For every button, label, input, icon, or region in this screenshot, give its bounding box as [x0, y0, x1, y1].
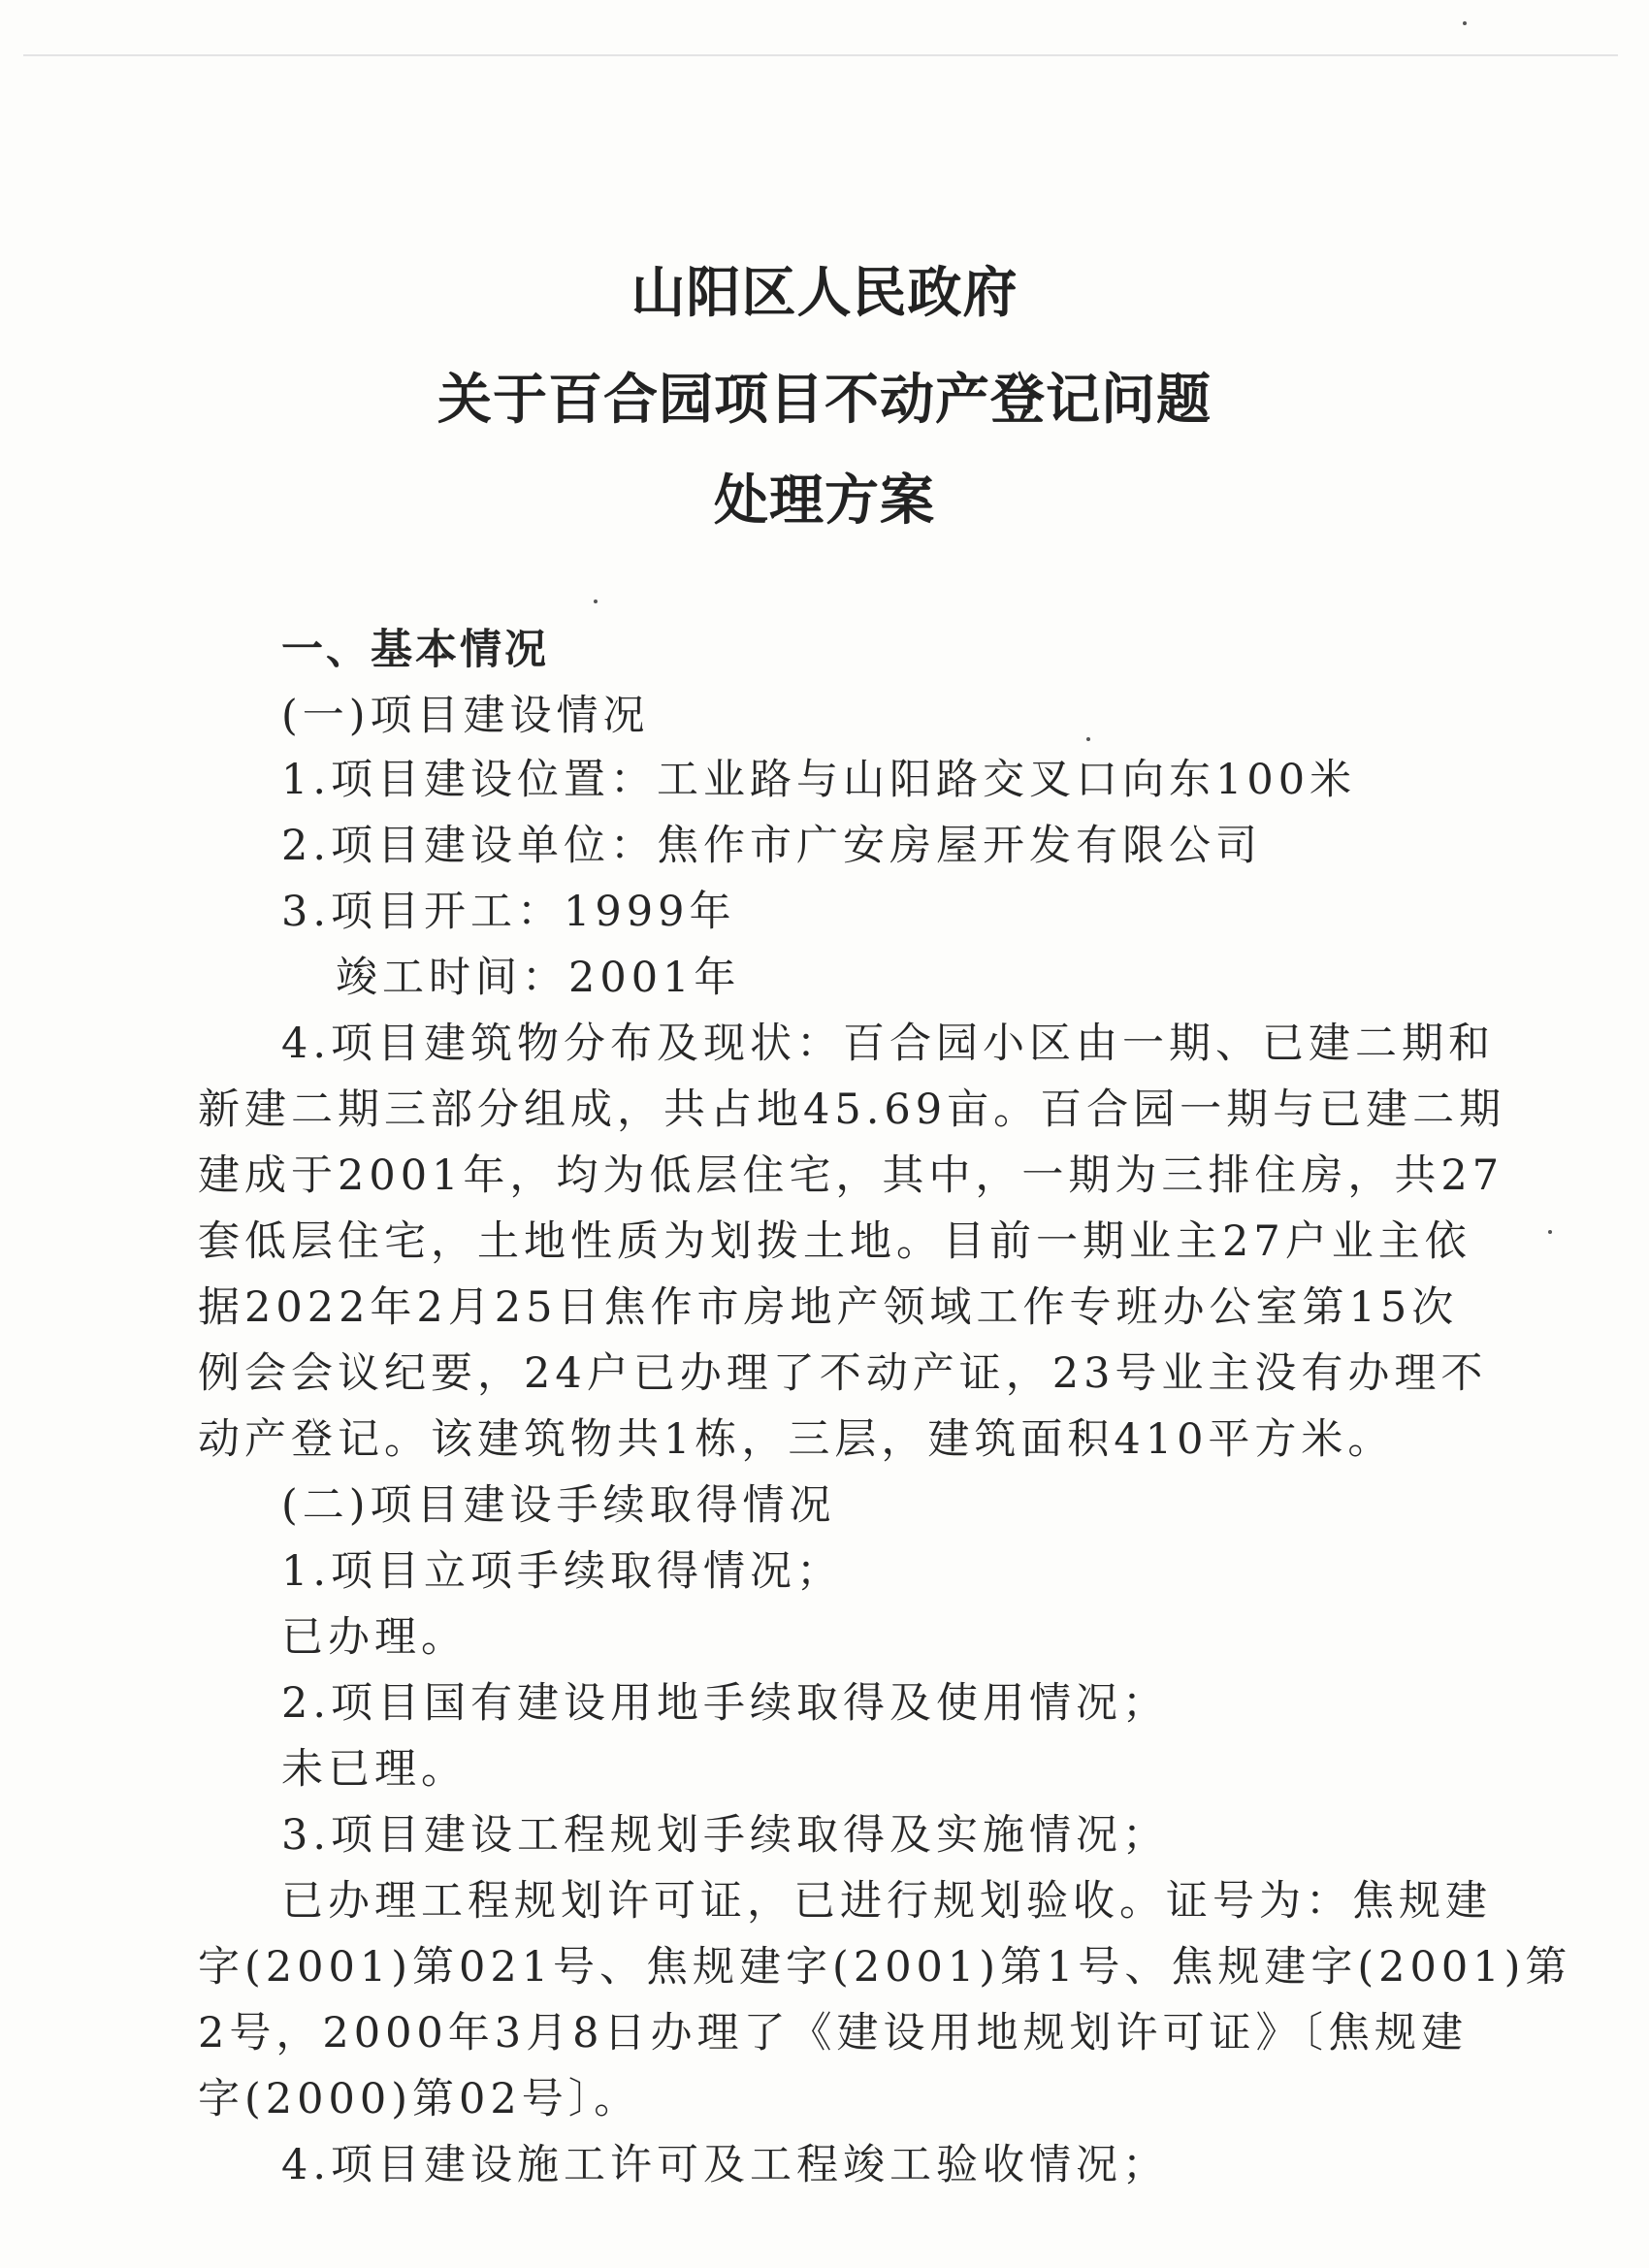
- subsection-heading-construction: (一)项目建设情况: [281, 692, 650, 740]
- item4-line-4: 套低层住宅，土地性质为划拨土地。目前一期业主27户业主依: [198, 1217, 1471, 1266]
- item-completion-date: 竣工时间：2001年: [336, 954, 741, 1002]
- procedure-3-line-1: 已办理工程规划许可证，已进行规划验收。证号为：焦规建: [281, 1877, 1492, 1926]
- item-location: 1.项目建设位置：工业路与山阳路交叉口向东100米: [281, 756, 1357, 804]
- scan-speck: [1548, 1230, 1552, 1234]
- item4-line-7: 动产登记。该建筑物共1栋，三层，建筑面积410平方米。: [198, 1415, 1395, 1464]
- item-builder: 2.项目建设单位：焦作市广安房屋开发有限公司: [281, 822, 1263, 870]
- procedure-1-status: 已办理。: [281, 1613, 468, 1662]
- procedure-4: 4.项目建设施工许可及工程竣工验收情况；: [281, 2141, 1170, 2189]
- item4-line-5: 据2022年2月25日焦作市房地产领域工作专班办公室第15次: [198, 1283, 1459, 1332]
- procedure-3-line-4: 字(2000)第02号〕。: [198, 2075, 641, 2123]
- scan-edge-line: [23, 54, 1618, 56]
- item4-line-2: 新建二期三部分组成，共占地45.69亩。百合园一期与已建二期: [198, 1085, 1506, 1134]
- scan-speck: [1463, 21, 1467, 25]
- scan-speck: [1086, 737, 1090, 741]
- section-heading-basic: 一、基本情况: [281, 626, 549, 674]
- title-line-1: 山阳区人民政府: [630, 262, 1018, 325]
- procedure-2-status: 未已理。: [281, 1745, 468, 1794]
- procedure-3: 3.项目建设工程规划手续取得及实施情况；: [281, 1811, 1170, 1860]
- title-line-2: 关于百合园项目不动产登记问题: [437, 369, 1212, 432]
- procedure-1: 1.项目立项手续取得情况；: [281, 1547, 844, 1596]
- procedure-3-line-3: 2号，2000年3月8日办理了《建设用地规划许可证》〔焦规建: [198, 2009, 1469, 2057]
- title-line-3: 处理方案: [714, 470, 935, 533]
- item-start-date: 3.项目开工：1999年: [281, 888, 736, 936]
- item4-line-6: 例会会议纪要，24户已办理了不动产证，23号业主没有办理不: [198, 1349, 1488, 1398]
- item4-line-3: 建成于2001年，均为低层住宅，其中，一期为三排住房，共27: [198, 1151, 1504, 1200]
- item4-line-1: 4.项目建筑物分布及现状：百合园小区由一期、已建二期和: [281, 1020, 1496, 1068]
- procedure-3-line-2: 字(2001)第021号、焦规建字(2001)第1号、焦规建字(2001)第: [198, 1943, 1572, 1992]
- subsection-heading-procedures: (二)项目建设手续取得情况: [281, 1481, 836, 1530]
- scan-speck: [594, 599, 598, 603]
- procedure-2: 2.项目国有建设用地手续取得及使用情况；: [281, 1679, 1170, 1728]
